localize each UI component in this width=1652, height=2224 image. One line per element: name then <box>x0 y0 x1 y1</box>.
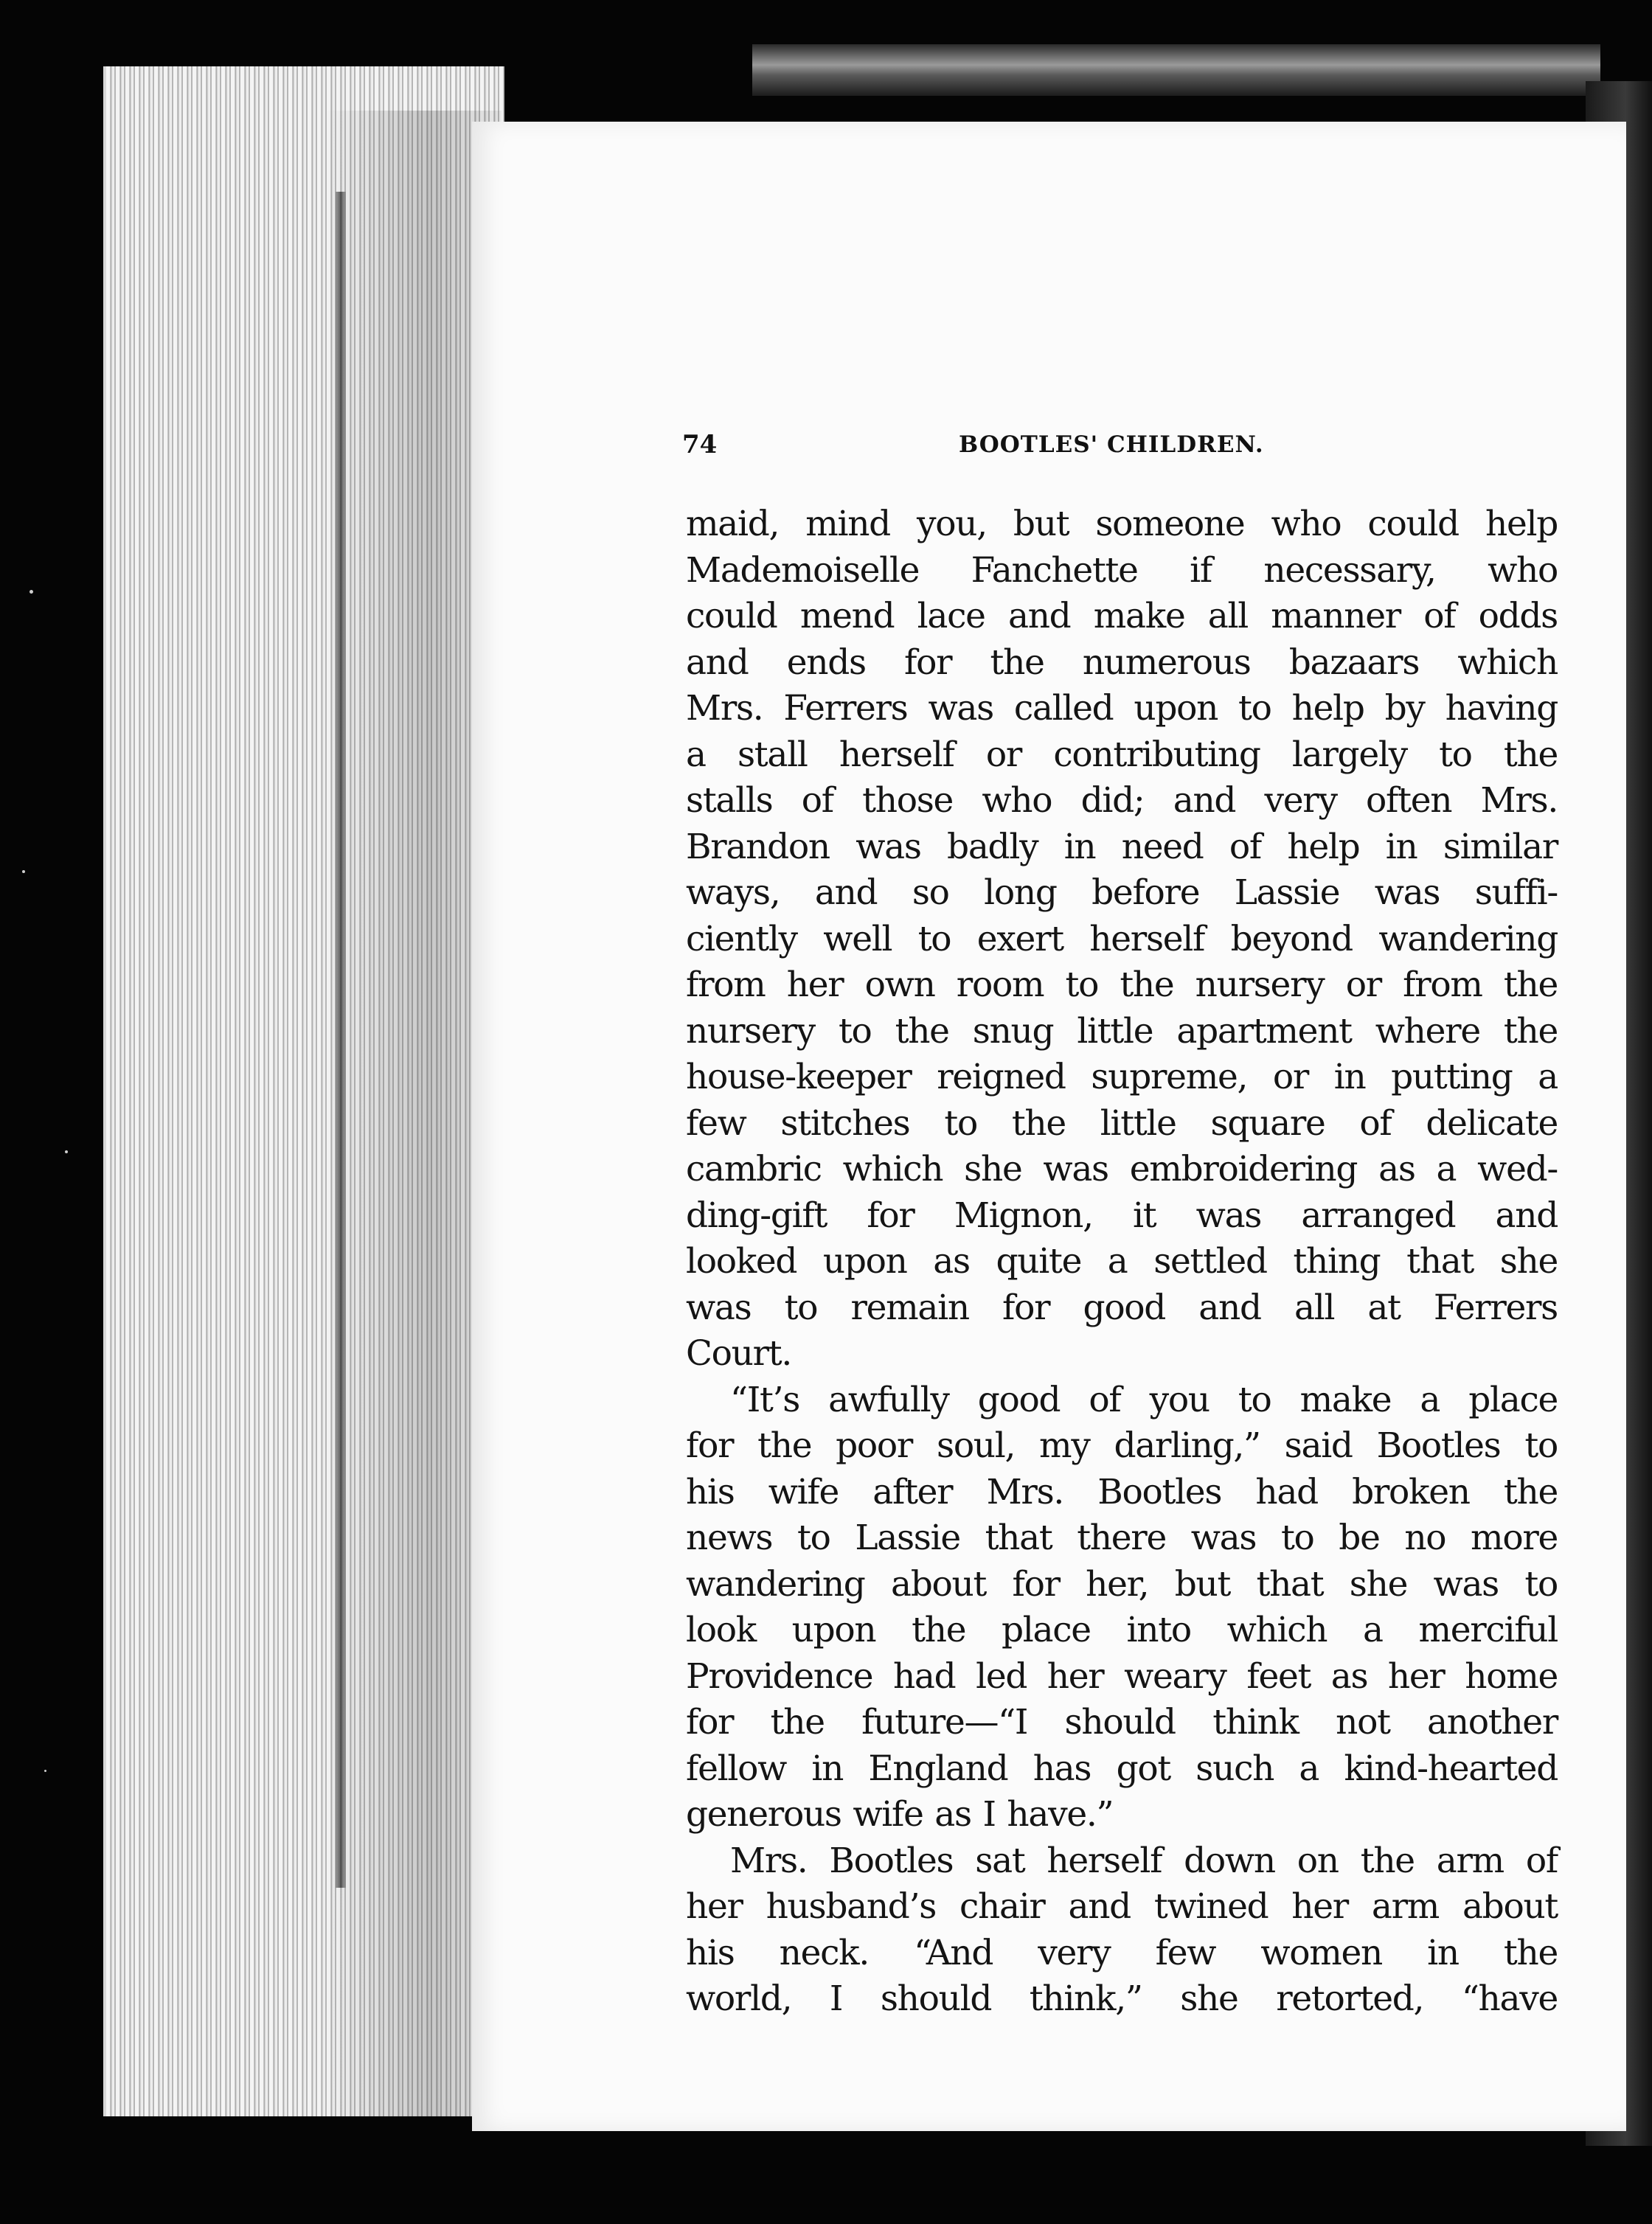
text-line: house-keeper reigned supreme, or in putting a <box>686 1057 1558 1097</box>
text-line: from her own room to the nursery or from the <box>686 965 1558 1005</box>
text-line: Providence had led her weary feet as her home <box>686 1655 1558 1697</box>
text-line: Mademoiselle Fanchette if necessary, who <box>686 549 1558 591</box>
scan-speck <box>22 870 25 873</box>
text-line: “It’s awfully good of you to make a place <box>730 1379 1558 1420</box>
text-line: Mrs. Ferrers was called upon to help by having <box>686 688 1558 729</box>
text-line: generous wife as I have.” <box>686 1794 1114 1835</box>
text-line: his neck. “And very few women in the <box>686 1932 1558 1973</box>
text-line: world, I should think,” she retorted, “have <box>686 1978 1558 2019</box>
text-line: Brandon was badly in need of help in similar <box>686 826 1558 867</box>
scan-speck <box>65 1150 68 1153</box>
text-line: fellow in England has got such a kind-hearted <box>686 1748 1558 1789</box>
book-page <box>472 122 1626 2131</box>
text-line: ways, and so long before Lassie was suffi- <box>686 872 1558 913</box>
text-line: few stitches to the little square of delicate <box>686 1102 1558 1144</box>
book-spine-top <box>752 44 1600 96</box>
text-line: ciently well to exert herself beyond wandering <box>686 918 1558 959</box>
text-line: ding-gift for Mignon, it was arranged and <box>686 1195 1558 1236</box>
text-line: news to Lassie that there was to be no more <box>686 1518 1558 1558</box>
body-text <box>686 501 1558 2023</box>
text-line: could mend lace and make all manner of odds <box>686 596 1558 636</box>
text-line: for the poor soul, my darling,” said Bootles to <box>686 1425 1558 1466</box>
text-line: and ends for the numerous bazaars which <box>686 642 1558 683</box>
text-line: Court. <box>686 1333 792 1374</box>
text-line: a stall herself or contributing largely to the <box>686 734 1558 775</box>
text-line: look upon the place into which a merciful <box>686 1610 1558 1650</box>
page-number: 74 <box>682 430 718 459</box>
text-line: was to remain for good and all at Ferrers <box>686 1287 1558 1328</box>
text-line: maid, mind you, but someone who could help <box>686 504 1558 544</box>
text-line: his wife after Mrs. Bootles had broken the <box>686 1471 1558 1512</box>
text-line: cambric which she was embroidering as a wed- <box>686 1149 1558 1189</box>
text-line: wandering about for her, but that she was to <box>686 1563 1558 1605</box>
running-head <box>472 430 1626 474</box>
text-line: looked upon as quite a settled thing that she <box>686 1241 1558 1282</box>
text-line: nursery to the snug little apartment where the <box>686 1010 1558 1052</box>
scan-speck <box>30 590 33 594</box>
text-line: for the future—“I should think not another <box>686 1702 1558 1742</box>
text-line: stalls of those who did; and very often Mrs. <box>686 780 1558 821</box>
scan-speck <box>44 1770 46 1772</box>
text-line: Mrs. Bootles sat herself down on the arm of <box>730 1840 1558 1881</box>
running-head-title: BOOTLES' CHILDREN. <box>959 431 1264 458</box>
text-line: her husband’s chair and twined her arm about <box>686 1886 1558 1927</box>
page-edges-crease <box>336 192 346 1888</box>
